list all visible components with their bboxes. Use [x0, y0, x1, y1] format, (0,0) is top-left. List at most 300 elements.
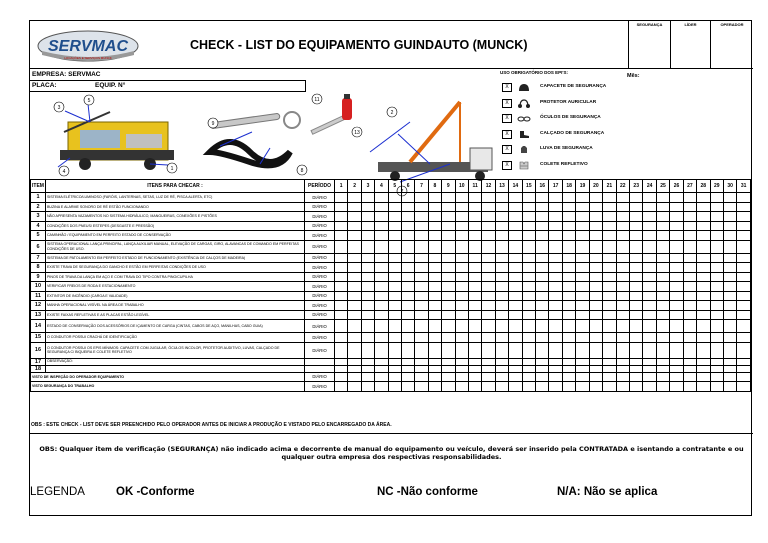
day-check-cell[interactable] [522, 212, 535, 222]
day-check-cell[interactable] [428, 358, 441, 365]
day-check-cell[interactable] [737, 310, 751, 320]
day-check-cell[interactable] [723, 231, 736, 241]
day-check-cell[interactable] [549, 333, 562, 343]
day-check-cell[interactable] [616, 372, 629, 382]
signature-seguranca[interactable]: SEGURANÇA [628, 21, 670, 69]
day-check-cell[interactable] [335, 310, 348, 320]
day-check-cell[interactable] [737, 193, 751, 203]
day-check-cell[interactable] [549, 372, 562, 382]
day-check-cell[interactable] [495, 342, 508, 358]
day-check-cell[interactable] [536, 291, 549, 301]
epi-checkbox[interactable]: X [502, 130, 512, 139]
day-check-cell[interactable] [643, 193, 656, 203]
day-check-cell[interactable] [549, 365, 562, 372]
day-check-cell[interactable] [616, 301, 629, 311]
day-check-cell[interactable] [415, 263, 428, 273]
day-check-cell[interactable] [388, 231, 401, 241]
day-check-cell[interactable] [361, 301, 374, 311]
day-check-cell[interactable] [670, 310, 683, 320]
day-check-cell[interactable] [536, 221, 549, 231]
day-check-cell[interactable] [683, 202, 696, 212]
day-check-cell[interactable] [603, 193, 616, 203]
day-check-cell[interactable] [495, 263, 508, 273]
day-check-cell[interactable] [737, 291, 751, 301]
day-check-cell[interactable] [589, 263, 602, 273]
day-check-cell[interactable] [388, 301, 401, 311]
day-check-cell[interactable] [737, 320, 751, 333]
day-check-cell[interactable] [509, 282, 522, 292]
day-check-cell[interactable] [697, 333, 710, 343]
day-check-cell[interactable] [562, 221, 575, 231]
day-check-cell[interactable] [603, 272, 616, 282]
day-check-cell[interactable] [723, 310, 736, 320]
day-check-cell[interactable] [710, 193, 723, 203]
day-check-cell[interactable] [415, 333, 428, 343]
day-check-cell[interactable] [468, 291, 481, 301]
day-check-cell[interactable] [576, 253, 589, 263]
day-check-cell[interactable] [589, 221, 602, 231]
day-check-cell[interactable] [616, 282, 629, 292]
day-check-cell[interactable] [482, 358, 495, 365]
day-check-cell[interactable] [656, 282, 669, 292]
day-check-cell[interactable] [670, 358, 683, 365]
day-check-cell[interactable] [442, 358, 455, 365]
day-check-cell[interactable] [656, 193, 669, 203]
day-check-cell[interactable] [536, 253, 549, 263]
day-check-cell[interactable] [415, 282, 428, 292]
day-check-cell[interactable] [509, 291, 522, 301]
day-check-cell[interactable] [361, 272, 374, 282]
day-check-cell[interactable] [375, 333, 388, 343]
day-check-cell[interactable] [388, 193, 401, 203]
day-check-cell[interactable] [415, 320, 428, 333]
day-check-cell[interactable] [643, 231, 656, 241]
day-check-cell[interactable] [335, 202, 348, 212]
day-check-cell[interactable] [576, 301, 589, 311]
day-check-cell[interactable] [348, 272, 361, 282]
day-check-cell[interactable] [710, 212, 723, 222]
day-check-cell[interactable] [455, 212, 468, 222]
day-check-cell[interactable] [549, 263, 562, 273]
day-check-cell[interactable] [348, 263, 361, 273]
day-check-cell[interactable] [482, 382, 495, 392]
day-check-cell[interactable] [737, 358, 751, 365]
day-check-cell[interactable] [442, 193, 455, 203]
day-check-cell[interactable] [442, 212, 455, 222]
day-check-cell[interactable] [576, 291, 589, 301]
day-check-cell[interactable] [361, 253, 374, 263]
day-check-cell[interactable] [361, 231, 374, 241]
day-check-cell[interactable] [388, 212, 401, 222]
day-check-cell[interactable] [536, 202, 549, 212]
day-check-cell[interactable] [335, 253, 348, 263]
day-check-cell[interactable] [562, 263, 575, 273]
day-check-cell[interactable] [723, 365, 736, 372]
day-check-cell[interactable] [697, 231, 710, 241]
day-check-cell[interactable] [670, 382, 683, 392]
day-check-cell[interactable] [495, 221, 508, 231]
day-check-cell[interactable] [522, 202, 535, 212]
day-check-cell[interactable] [723, 372, 736, 382]
day-check-cell[interactable] [630, 263, 643, 273]
day-check-cell[interactable] [401, 291, 414, 301]
day-check-cell[interactable] [335, 358, 348, 365]
day-check-cell[interactable] [630, 301, 643, 311]
day-check-cell[interactable] [375, 358, 388, 365]
day-check-cell[interactable] [361, 342, 374, 358]
day-check-cell[interactable] [401, 202, 414, 212]
day-check-cell[interactable] [536, 333, 549, 343]
day-check-cell[interactable] [576, 358, 589, 365]
day-check-cell[interactable] [670, 240, 683, 253]
day-check-cell[interactable] [401, 221, 414, 231]
day-check-cell[interactable] [549, 382, 562, 392]
day-check-cell[interactable] [710, 301, 723, 311]
day-check-cell[interactable] [723, 212, 736, 222]
day-check-cell[interactable] [603, 263, 616, 273]
day-check-cell[interactable] [415, 365, 428, 372]
day-check-cell[interactable] [670, 253, 683, 263]
day-check-cell[interactable] [603, 202, 616, 212]
day-check-cell[interactable] [415, 240, 428, 253]
day-check-cell[interactable] [428, 221, 441, 231]
day-check-cell[interactable] [415, 358, 428, 365]
day-check-cell[interactable] [630, 240, 643, 253]
day-check-cell[interactable] [589, 372, 602, 382]
day-check-cell[interactable] [401, 193, 414, 203]
day-check-cell[interactable] [388, 263, 401, 273]
day-check-cell[interactable] [455, 382, 468, 392]
day-check-cell[interactable] [335, 342, 348, 358]
day-check-cell[interactable] [723, 320, 736, 333]
day-check-cell[interactable] [737, 282, 751, 292]
day-check-cell[interactable] [710, 320, 723, 333]
day-check-cell[interactable] [401, 253, 414, 263]
day-check-cell[interactable] [361, 221, 374, 231]
day-check-cell[interactable] [710, 291, 723, 301]
day-check-cell[interactable] [335, 212, 348, 222]
day-check-cell[interactable] [562, 282, 575, 292]
day-check-cell[interactable] [616, 202, 629, 212]
day-check-cell[interactable] [670, 272, 683, 282]
day-check-cell[interactable] [670, 372, 683, 382]
day-check-cell[interactable] [428, 301, 441, 311]
day-check-cell[interactable] [361, 212, 374, 222]
day-check-cell[interactable] [683, 333, 696, 343]
day-check-cell[interactable] [442, 272, 455, 282]
day-check-cell[interactable] [536, 320, 549, 333]
day-check-cell[interactable] [509, 221, 522, 231]
day-check-cell[interactable] [388, 358, 401, 365]
day-check-cell[interactable] [683, 253, 696, 263]
day-check-cell[interactable] [495, 382, 508, 392]
day-check-cell[interactable] [710, 240, 723, 253]
day-check-cell[interactable] [549, 221, 562, 231]
day-check-cell[interactable] [643, 358, 656, 365]
day-check-cell[interactable] [630, 212, 643, 222]
day-check-cell[interactable] [536, 282, 549, 292]
day-check-cell[interactable] [522, 221, 535, 231]
day-check-cell[interactable] [603, 221, 616, 231]
day-check-cell[interactable] [415, 272, 428, 282]
day-check-cell[interactable] [468, 310, 481, 320]
day-check-cell[interactable] [495, 231, 508, 241]
day-check-cell[interactable] [442, 333, 455, 343]
day-check-cell[interactable] [562, 310, 575, 320]
day-check-cell[interactable] [509, 193, 522, 203]
day-check-cell[interactable] [401, 320, 414, 333]
day-check-cell[interactable] [348, 382, 361, 392]
day-check-cell[interactable] [616, 240, 629, 253]
day-check-cell[interactable] [562, 358, 575, 365]
day-check-cell[interactable] [375, 202, 388, 212]
day-check-cell[interactable] [630, 291, 643, 301]
day-check-cell[interactable] [710, 382, 723, 392]
day-check-cell[interactable] [428, 382, 441, 392]
day-check-cell[interactable] [697, 282, 710, 292]
day-check-cell[interactable] [683, 320, 696, 333]
day-check-cell[interactable] [415, 231, 428, 241]
day-check-cell[interactable] [562, 382, 575, 392]
day-check-cell[interactable] [656, 333, 669, 343]
day-check-cell[interactable] [468, 365, 481, 372]
day-check-cell[interactable] [697, 202, 710, 212]
day-check-cell[interactable] [401, 231, 414, 241]
day-check-cell[interactable] [482, 301, 495, 311]
day-check-cell[interactable] [509, 253, 522, 263]
day-check-cell[interactable] [536, 372, 549, 382]
day-check-cell[interactable] [495, 282, 508, 292]
day-check-cell[interactable] [670, 342, 683, 358]
day-check-cell[interactable] [361, 333, 374, 343]
day-check-cell[interactable] [482, 333, 495, 343]
day-check-cell[interactable] [656, 365, 669, 372]
day-check-cell[interactable] [361, 240, 374, 253]
day-check-cell[interactable] [549, 240, 562, 253]
day-check-cell[interactable] [723, 263, 736, 273]
day-check-cell[interactable] [415, 372, 428, 382]
day-check-cell[interactable] [630, 272, 643, 282]
day-check-cell[interactable] [643, 253, 656, 263]
day-check-cell[interactable] [549, 231, 562, 241]
day-check-cell[interactable] [428, 231, 441, 241]
day-check-cell[interactable] [670, 231, 683, 241]
day-check-cell[interactable] [630, 382, 643, 392]
day-check-cell[interactable] [643, 240, 656, 253]
day-check-cell[interactable] [656, 253, 669, 263]
day-check-cell[interactable] [348, 240, 361, 253]
day-check-cell[interactable] [348, 342, 361, 358]
day-check-cell[interactable] [522, 320, 535, 333]
day-check-cell[interactable] [468, 212, 481, 222]
day-check-cell[interactable] [670, 282, 683, 292]
day-check-cell[interactable] [468, 221, 481, 231]
day-check-cell[interactable] [348, 333, 361, 343]
day-check-cell[interactable] [549, 253, 562, 263]
day-check-cell[interactable] [549, 272, 562, 282]
day-check-cell[interactable] [589, 320, 602, 333]
day-check-cell[interactable] [562, 372, 575, 382]
day-check-cell[interactable] [482, 263, 495, 273]
day-check-cell[interactable] [603, 291, 616, 301]
epi-checkbox[interactable]: X [502, 145, 512, 154]
day-check-cell[interactable] [589, 253, 602, 263]
day-check-cell[interactable] [442, 310, 455, 320]
day-check-cell[interactable] [683, 310, 696, 320]
day-check-cell[interactable] [388, 310, 401, 320]
day-check-cell[interactable] [683, 382, 696, 392]
day-check-cell[interactable] [576, 310, 589, 320]
day-check-cell[interactable] [482, 320, 495, 333]
day-check-cell[interactable] [643, 333, 656, 343]
day-check-cell[interactable] [509, 365, 522, 372]
day-check-cell[interactable] [549, 202, 562, 212]
day-check-cell[interactable] [522, 240, 535, 253]
day-check-cell[interactable] [697, 358, 710, 365]
day-check-cell[interactable] [710, 272, 723, 282]
day-check-cell[interactable] [509, 372, 522, 382]
day-check-cell[interactable] [656, 291, 669, 301]
day-check-cell[interactable] [710, 263, 723, 273]
day-check-cell[interactable] [455, 333, 468, 343]
day-check-cell[interactable] [388, 272, 401, 282]
day-check-cell[interactable] [335, 365, 348, 372]
day-check-cell[interactable] [428, 333, 441, 343]
day-check-cell[interactable] [616, 333, 629, 343]
day-check-cell[interactable] [697, 382, 710, 392]
day-check-cell[interactable] [482, 202, 495, 212]
day-check-cell[interactable] [455, 310, 468, 320]
day-check-cell[interactable] [643, 342, 656, 358]
day-check-cell[interactable] [401, 301, 414, 311]
day-check-cell[interactable] [348, 202, 361, 212]
day-check-cell[interactable] [549, 342, 562, 358]
day-check-cell[interactable] [723, 358, 736, 365]
day-check-cell[interactable] [522, 193, 535, 203]
day-check-cell[interactable] [335, 301, 348, 311]
epi-checkbox[interactable]: X [502, 99, 512, 108]
day-check-cell[interactable] [482, 231, 495, 241]
day-check-cell[interactable] [335, 231, 348, 241]
day-check-cell[interactable] [562, 333, 575, 343]
day-check-cell[interactable] [401, 365, 414, 372]
day-check-cell[interactable] [428, 365, 441, 372]
day-check-cell[interactable] [495, 365, 508, 372]
day-check-cell[interactable] [348, 221, 361, 231]
day-check-cell[interactable] [562, 240, 575, 253]
day-check-cell[interactable] [522, 272, 535, 282]
day-check-cell[interactable] [549, 193, 562, 203]
day-check-cell[interactable] [603, 282, 616, 292]
day-check-cell[interactable] [683, 231, 696, 241]
day-check-cell[interactable] [442, 202, 455, 212]
day-check-cell[interactable] [428, 320, 441, 333]
day-check-cell[interactable] [509, 272, 522, 282]
day-check-cell[interactable] [737, 212, 751, 222]
day-check-cell[interactable] [536, 310, 549, 320]
day-check-cell[interactable] [643, 212, 656, 222]
day-check-cell[interactable] [643, 372, 656, 382]
day-check-cell[interactable] [643, 272, 656, 282]
day-check-cell[interactable] [442, 301, 455, 311]
day-check-cell[interactable] [536, 240, 549, 253]
day-check-cell[interactable] [522, 231, 535, 241]
day-check-cell[interactable] [455, 320, 468, 333]
day-check-cell[interactable] [616, 221, 629, 231]
day-check-cell[interactable] [589, 342, 602, 358]
day-check-cell[interactable] [509, 263, 522, 273]
day-check-cell[interactable] [482, 240, 495, 253]
day-check-cell[interactable] [697, 372, 710, 382]
day-check-cell[interactable] [468, 263, 481, 273]
day-check-cell[interactable] [697, 291, 710, 301]
day-check-cell[interactable] [375, 291, 388, 301]
epi-checkbox[interactable]: X [502, 114, 512, 123]
day-check-cell[interactable] [509, 358, 522, 365]
day-check-cell[interactable] [536, 212, 549, 222]
day-check-cell[interactable] [630, 193, 643, 203]
day-check-cell[interactable] [549, 310, 562, 320]
day-check-cell[interactable] [455, 365, 468, 372]
day-check-cell[interactable] [710, 221, 723, 231]
day-check-cell[interactable] [428, 193, 441, 203]
day-check-cell[interactable] [455, 372, 468, 382]
day-check-cell[interactable] [710, 333, 723, 343]
day-check-cell[interactable] [630, 358, 643, 365]
day-check-cell[interactable] [576, 231, 589, 241]
day-check-cell[interactable] [468, 382, 481, 392]
day-check-cell[interactable] [455, 282, 468, 292]
day-check-cell[interactable] [562, 291, 575, 301]
day-check-cell[interactable] [495, 253, 508, 263]
day-check-cell[interactable] [522, 253, 535, 263]
equip-number-field[interactable]: EQUIP. N° [95, 82, 126, 89]
day-check-cell[interactable] [442, 342, 455, 358]
day-check-cell[interactable] [589, 212, 602, 222]
day-check-cell[interactable] [388, 365, 401, 372]
day-check-cell[interactable] [401, 342, 414, 358]
day-check-cell[interactable] [361, 320, 374, 333]
day-check-cell[interactable] [603, 342, 616, 358]
day-check-cell[interactable] [482, 310, 495, 320]
day-check-cell[interactable] [375, 365, 388, 372]
day-check-cell[interactable] [348, 212, 361, 222]
day-check-cell[interactable] [630, 253, 643, 263]
day-check-cell[interactable] [468, 202, 481, 212]
day-check-cell[interactable] [522, 365, 535, 372]
day-check-cell[interactable] [616, 291, 629, 301]
day-check-cell[interactable] [401, 282, 414, 292]
day-check-cell[interactable] [562, 301, 575, 311]
day-check-cell[interactable] [415, 382, 428, 392]
day-check-cell[interactable] [656, 272, 669, 282]
day-check-cell[interactable] [442, 231, 455, 241]
day-check-cell[interactable] [630, 320, 643, 333]
day-check-cell[interactable] [589, 202, 602, 212]
day-check-cell[interactable] [643, 202, 656, 212]
day-check-cell[interactable] [375, 372, 388, 382]
day-check-cell[interactable] [576, 342, 589, 358]
day-check-cell[interactable] [576, 372, 589, 382]
day-check-cell[interactable] [455, 253, 468, 263]
day-check-cell[interactable] [723, 301, 736, 311]
day-check-cell[interactable] [683, 193, 696, 203]
day-check-cell[interactable] [737, 231, 751, 241]
day-check-cell[interactable] [415, 212, 428, 222]
day-check-cell[interactable] [589, 272, 602, 282]
day-check-cell[interactable] [656, 212, 669, 222]
day-check-cell[interactable] [562, 320, 575, 333]
